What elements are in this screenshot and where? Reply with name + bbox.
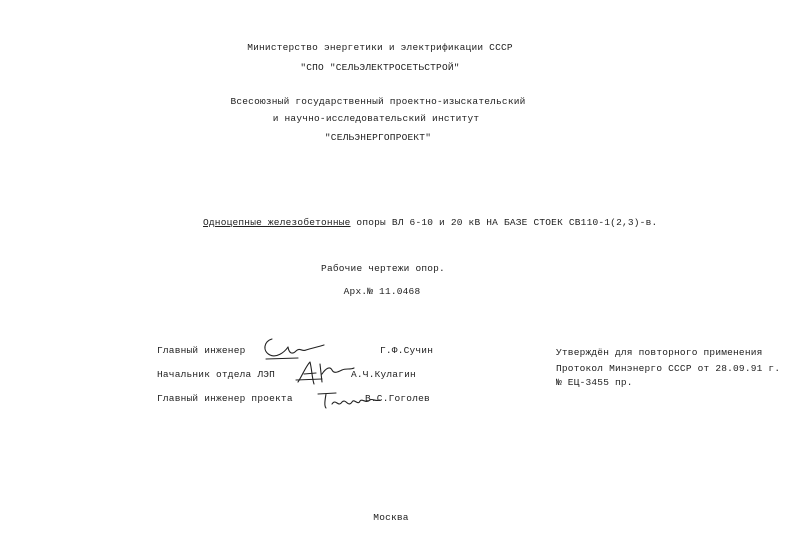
city: Москва bbox=[373, 512, 409, 523]
approval-line-1: Утверждён для повторного применения bbox=[556, 347, 763, 358]
document-subtitle: Рабочие чертежи опор. bbox=[321, 263, 445, 274]
document-title bbox=[203, 217, 657, 228]
association-line: "СПО "СЕЛЬЭЛЕКТРОСЕТЬСТРОЙ" bbox=[300, 62, 460, 73]
signatory-name: В.С.Гоголев bbox=[365, 393, 430, 404]
institute-name: "СЕЛЬЭНЕРГОПРОЕКТ" bbox=[324, 132, 432, 143]
ministry-line: Министерство энергетики и электрификации СССР bbox=[247, 42, 513, 53]
signatory-role: Главный инженер проекта bbox=[157, 393, 293, 404]
signature-department-head bbox=[292, 358, 362, 388]
signatory-role: Главный инженер bbox=[157, 345, 246, 356]
archive-number: Арх.№ 11.0468 bbox=[343, 286, 421, 297]
approval-line-2: Протокол Минэнерго СССР от 28.09.91 г. bbox=[556, 363, 781, 374]
signatory-name: Г.Ф.Сучин bbox=[380, 345, 434, 356]
approval-line-3: № ЕЦ-3455 пр. bbox=[556, 377, 633, 388]
institute-line-2: и научно-исследовательский институт bbox=[272, 113, 480, 124]
signature-chief-project-engineer bbox=[314, 388, 384, 414]
signatory-name: А.Ч.Кулагин bbox=[351, 369, 416, 380]
institute-line-1: Всесоюзный государственный проектно-изыскательский bbox=[230, 96, 526, 107]
document-title-underlined: Одноцепные железобетонные bbox=[203, 217, 351, 228]
document-title-rest: опоры ВЛ 6-10 и 20 кВ НА БАЗЕ СТОЕК СВ110-1(2,3)-в. bbox=[350, 217, 658, 228]
signatory-role: Начальник отдела ЛЭП bbox=[157, 369, 276, 380]
